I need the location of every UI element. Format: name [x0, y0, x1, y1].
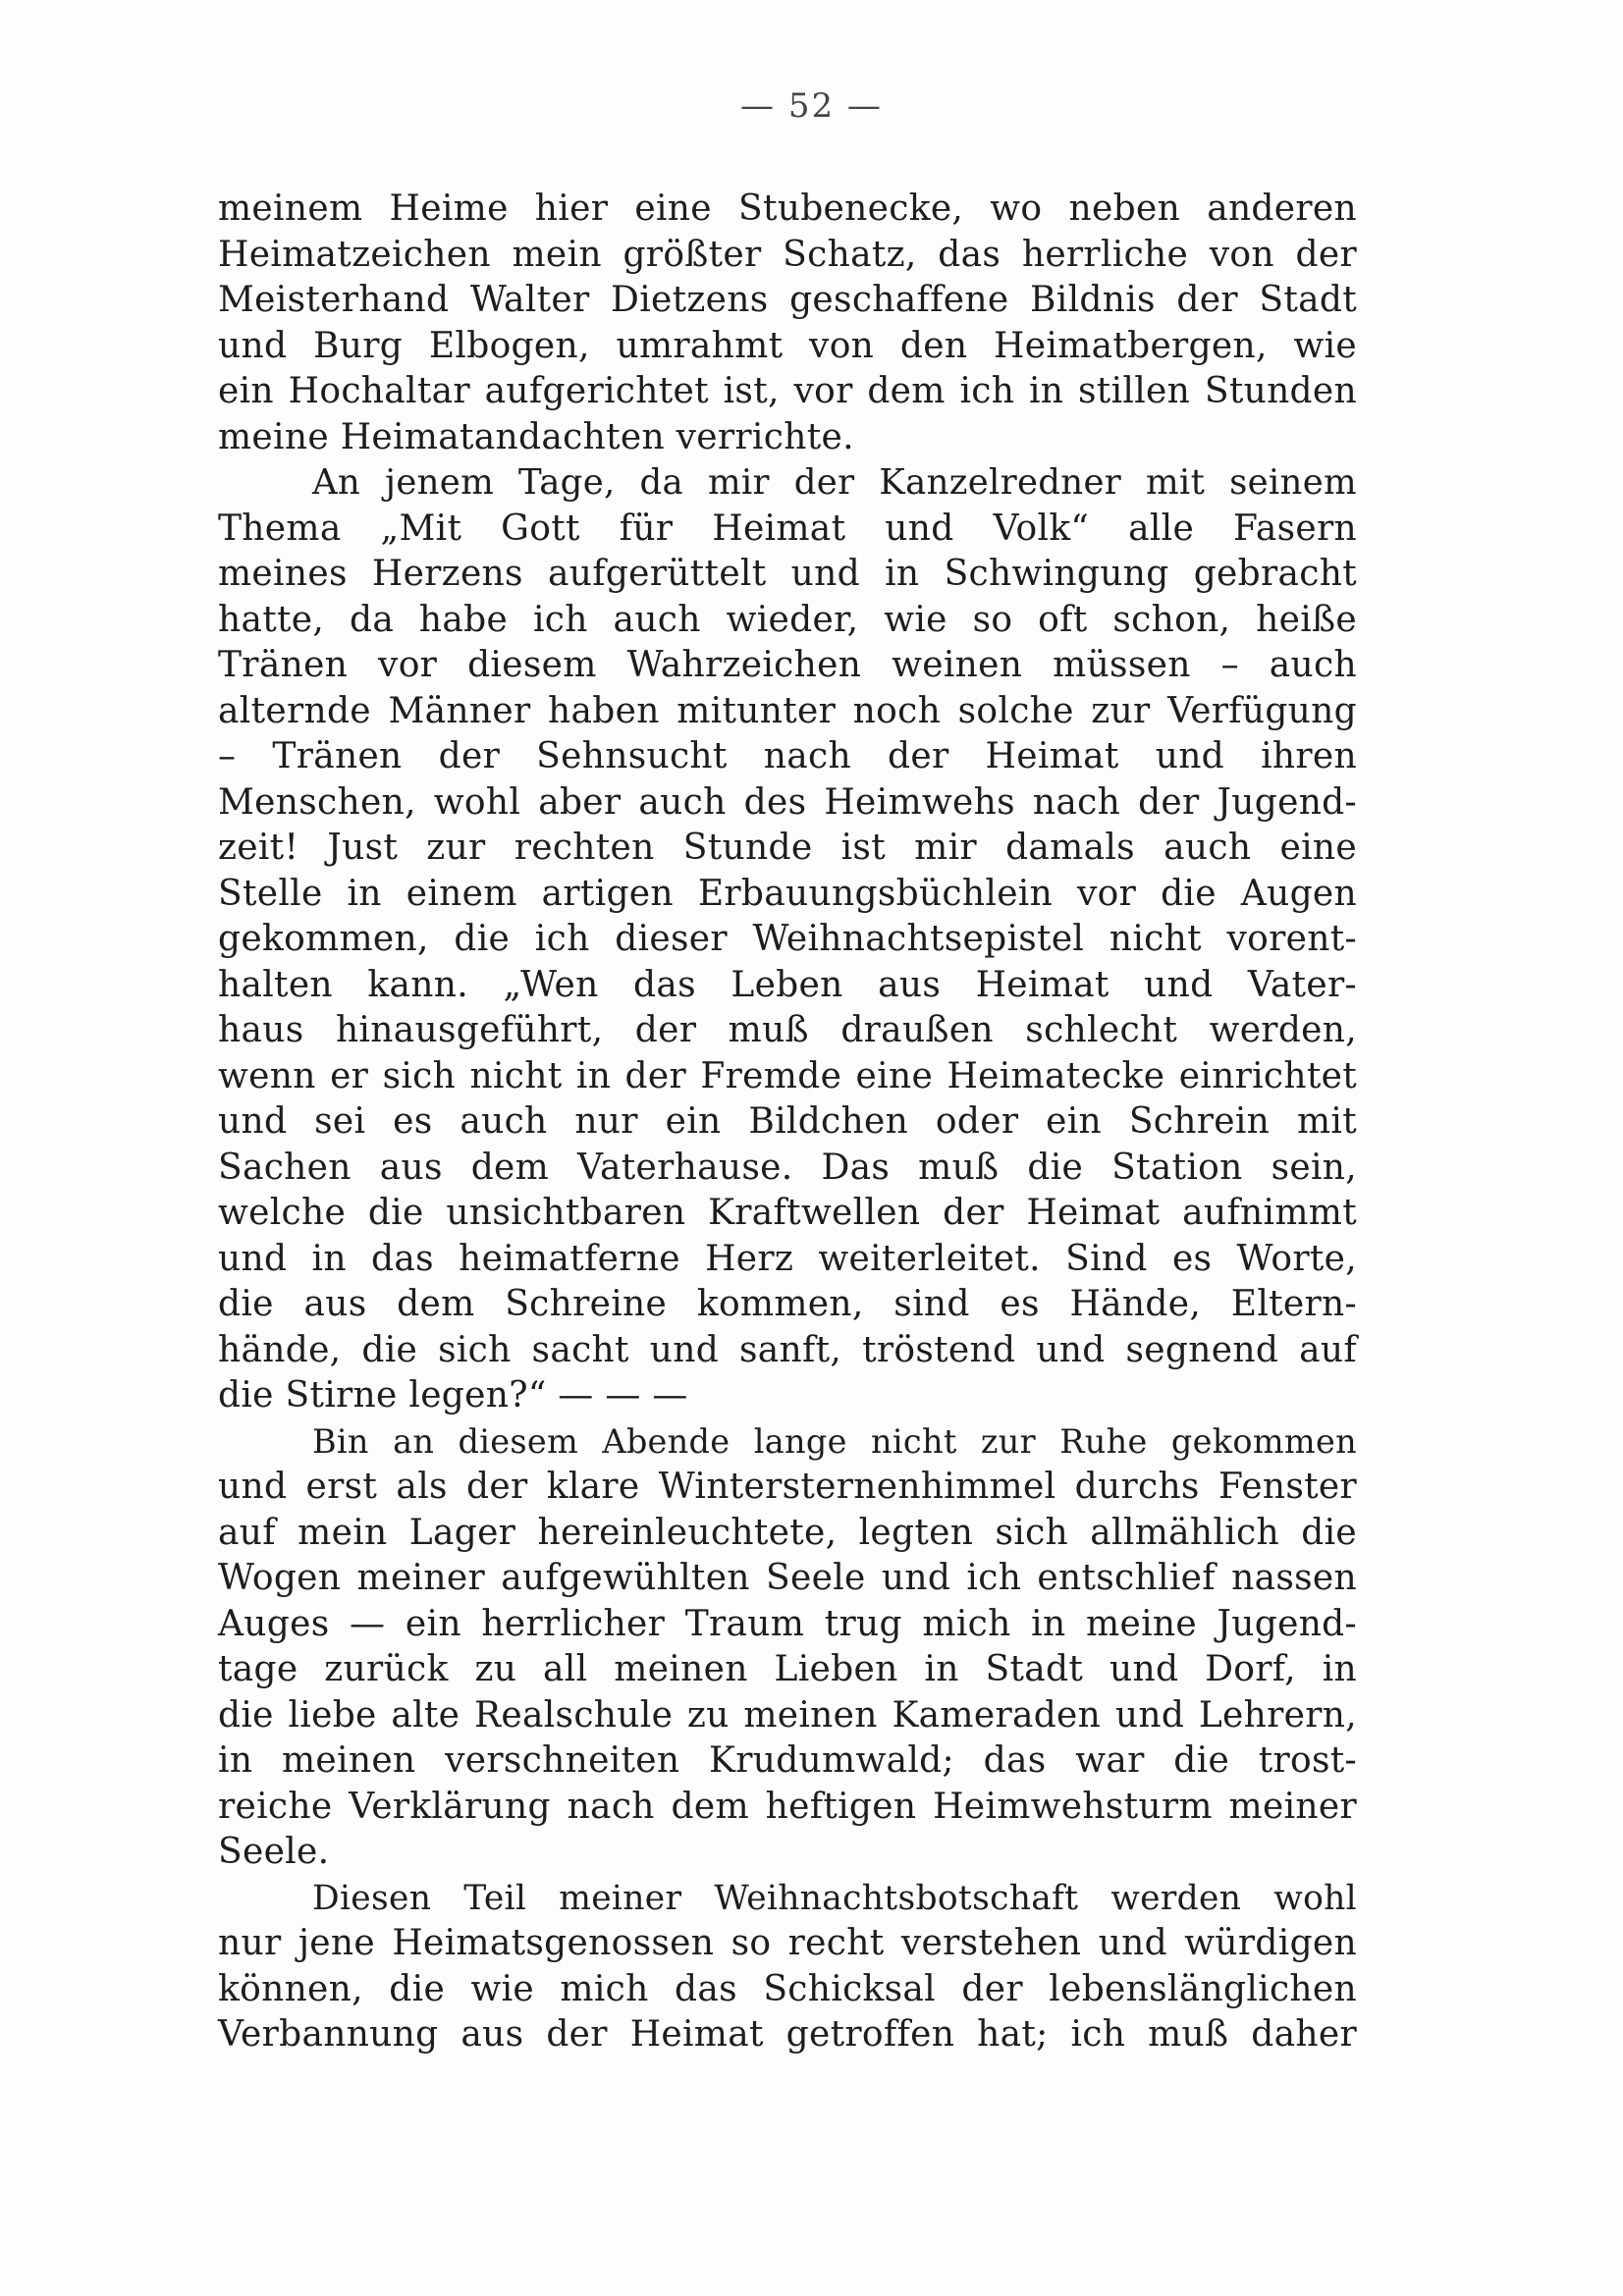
text-line: meinem Heime hier eine Stubenecke, wo neben anderen [218, 188, 1357, 229]
text-line: hände, die sich sacht und sanft, tröstend und segnend auf [218, 1329, 1357, 1370]
body-text [218, 187, 1357, 2058]
text-line: Tränen vor diesem Wahrzeichen weinen müssen – auch [218, 645, 1357, 685]
text-line: halten kann. „Wen das Leben aus Heimat und Vater- [218, 964, 1357, 1005]
page-number: — 52 — [740, 86, 883, 126]
text-line: wenn er sich nicht in der Fremde eine Heimatecke einrichtet [218, 1055, 1357, 1096]
text-line: und sei es auch nur ein Bildchen oder ein Schrein mit [218, 1101, 1357, 1142]
text-line: nur jene Heimatsgenossen so recht verstehen und würdigen [218, 1923, 1357, 1963]
text-line: und Burg Elbogen, umrahmt von den Heimatbergen, wie [218, 325, 1357, 366]
text-line: Stelle in einem artigen Erbauungsbüchlein vor die Augen [218, 873, 1357, 914]
text-line: Sachen aus dem Vaterhause. Das muß die Station sein, [218, 1147, 1357, 1188]
text-line: Wogen meiner aufgewühlten Seele und ich entschlief nassen [218, 1558, 1357, 1598]
text-line: tage zurück zu all meinen Lieben in Stadt und Dorf, in [218, 1649, 1357, 1689]
text-line: Meisterhand Walter Dietzens geschaffene Bildnis der Stadt [218, 280, 1357, 320]
text-line: Bin an diesem Abende lange nicht zur Ruhe gekommen [312, 1421, 1357, 1461]
text-line: meines Herzens aufgerüttelt und in Schwingung gebracht [218, 554, 1357, 594]
text-line: Verbannung aus der Heimat getroffen hat; ich muß daher [218, 2014, 1357, 2055]
text-line: haus hinausgeführt, der muß draußen schlecht werden, [218, 1010, 1357, 1050]
text-line: die aus dem Schreine kommen, sind es Hände, Eltern- [218, 1284, 1357, 1324]
text-line: gekommen, die ich dieser Weihnachtsepistel nicht vorent- [218, 919, 1357, 959]
text-line: und in das heimatferne Herz weiterleitet. Sind es Worte, [218, 1238, 1357, 1279]
text-line: hatte, da habe ich auch wieder, wie so oft schon, heiße [218, 599, 1357, 640]
text-line: Thema „Mit Gott für Heimat und Volk“ alle Fasern [218, 507, 1357, 549]
text-line: meine Heimatandachten verrichte. [218, 416, 854, 457]
text-line: Auges — ein herrlicher Traum trug mich in meine Jugend- [218, 1603, 1357, 1644]
text-line: Seele. [218, 1832, 330, 1872]
text-line: und erst als der klare Wintersternenhimmel durchs Fenster [218, 1467, 1357, 1507]
text-line: können, die wie mich das Schicksal der lebenslänglichen [218, 1968, 1357, 2009]
text-line: auf mein Lager hereinleuchtete, legten sich allmählich die [218, 1512, 1357, 1553]
text-line: – Tränen der Sehnsucht nach der Heimat und ihren [218, 736, 1357, 776]
text-line: die liebe alte Realschule zu meinen Kameraden und Lehrern, [218, 1694, 1357, 1735]
text-line: welche die unsichtbaren Kraftwellen der Heimat aufnimmt [218, 1193, 1357, 1233]
text-line: Heimatzeichen mein größter Schatz, das herrliche von der [218, 234, 1357, 275]
text-line: in meinen verschneiten Krudumwald; das war die trost- [218, 1740, 1357, 1781]
text-line: Menschen, wohl aber auch des Heimwehs nach der Jugend- [218, 781, 1357, 823]
text-line: Diesen Teil meiner Weihnachtsbotschaft werden wohl [312, 1878, 1357, 1918]
text-line: zeit! Just zur rechten Stunde ist mir damals auch eine [218, 828, 1357, 868]
text-line: An jenem Tage, da mir der Kanzelredner mit seinem [312, 462, 1357, 503]
text-line: reiche Verklärung nach dem heftigen Heimwehsturm meiner [218, 1786, 1357, 1827]
text-line: alternde Männer haben mitunter noch solche zur Verfügung [218, 690, 1357, 731]
text-line: die Stirne legen?“ — — — [218, 1375, 688, 1415]
text-line: ein Hochaltar aufgerichtet ist, vor dem ich in stillen Stunden [218, 371, 1357, 411]
